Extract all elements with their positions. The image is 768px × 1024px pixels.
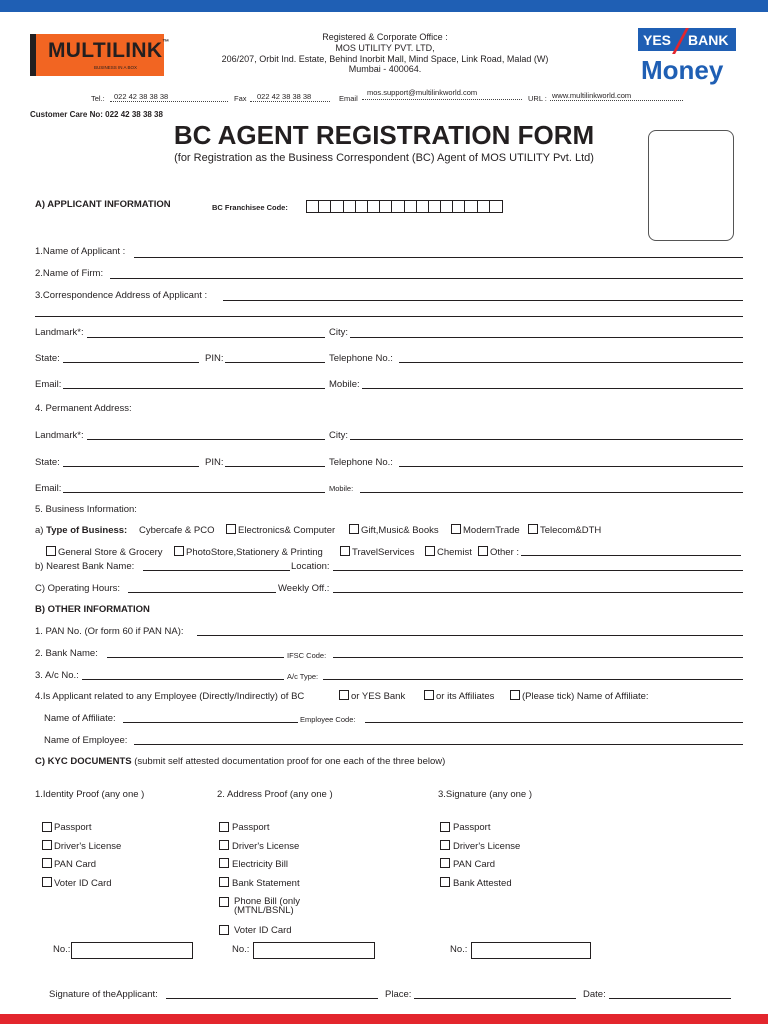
sig-driving-label: Driver's License bbox=[453, 841, 521, 852]
addr-bank-statement-label: Bank Statement bbox=[232, 878, 300, 889]
corr-landmark-field[interactable] bbox=[87, 337, 325, 338]
opt-other-label: Other : bbox=[490, 547, 520, 558]
ac-no-field[interactable] bbox=[82, 679, 284, 680]
telecom-checkbox[interactable] bbox=[528, 524, 538, 534]
form-subtitle: (for Registration as the Business Correspondent (BC) Agent of MOS UTILITY Pvt. Ltd) bbox=[174, 152, 594, 164]
perm-telephone-field[interactable] bbox=[399, 466, 743, 467]
pan-label: 1. PAN No. (Or form 60 if PAN NA): bbox=[35, 626, 184, 637]
yesbank-logo bbox=[638, 28, 736, 51]
ac-type-field[interactable] bbox=[323, 679, 743, 680]
id-voter-checkbox[interactable] bbox=[42, 877, 52, 887]
affiliate-name-field[interactable] bbox=[123, 722, 298, 723]
bank-name-field[interactable] bbox=[107, 657, 284, 658]
multilink-logo-name: MULTILINK™ bbox=[48, 39, 170, 62]
url-value: www.multilinkworld.com bbox=[552, 91, 632, 100]
office-city: Mumbai - 400064. bbox=[348, 64, 422, 74]
signature-field[interactable] bbox=[166, 998, 378, 999]
opt-yesbank-label: or YES Bank bbox=[351, 691, 406, 702]
business-info-label: 5. Business Information: bbox=[35, 504, 137, 515]
ac-no-label: 3. A/c No.: bbox=[35, 670, 79, 681]
corr-landmark-label: Landmark*: bbox=[35, 327, 84, 338]
employee-code-label: Employee Code: bbox=[300, 715, 356, 724]
applicant-name-field[interactable] bbox=[134, 257, 743, 258]
travel-checkbox[interactable] bbox=[340, 546, 350, 556]
address-no-input[interactable] bbox=[253, 942, 375, 959]
please-tick-label: (Please tick) Name of Affiliate: bbox=[522, 691, 649, 702]
related-affiliates-checkbox[interactable] bbox=[510, 690, 520, 700]
customer-care-number: Customer Care No: 022 42 38 38 38 bbox=[30, 110, 163, 119]
employee-name-label: Name of Employee: bbox=[44, 735, 128, 746]
money-logo-text: Money bbox=[641, 55, 724, 85]
photo-box[interactable] bbox=[648, 130, 734, 241]
perm-state-field[interactable] bbox=[63, 466, 199, 467]
tel-value: 022 42 38 38 38 bbox=[114, 92, 169, 101]
yesbank-logo-yes: YES bbox=[643, 32, 672, 48]
perm-mobile-field[interactable] bbox=[360, 492, 743, 493]
date-label: Date: bbox=[583, 989, 606, 1000]
perm-address-label: 4. Permanent Address: bbox=[35, 403, 132, 414]
email-value: mos.support@multilinkworld.com bbox=[367, 88, 478, 97]
perm-email-label: Email: bbox=[35, 483, 62, 494]
opt-telecom-label: Telecom&DTH bbox=[540, 525, 602, 536]
place-field[interactable] bbox=[414, 998, 576, 999]
fax-value: 022 42 38 38 38 bbox=[257, 92, 312, 101]
corr-state-label: State: bbox=[35, 353, 60, 364]
fax-dotted-line bbox=[250, 101, 330, 102]
office-address: 206/207, Orbit Ind. Estate, Behind Inorbit Mall, Mind Space, Link Road, Malad (W) bbox=[221, 54, 549, 64]
pan-field[interactable] bbox=[197, 635, 743, 636]
section-c-heading: C) KYC DOCUMENTS (submit self attested documentation proof for one each of the three below) bbox=[35, 756, 446, 767]
perm-state-label: State: bbox=[35, 457, 60, 468]
addr-phone-bill-label: Phone Bill (only bbox=[234, 896, 301, 907]
top-color-bar bbox=[0, 0, 768, 12]
perm-pin-field[interactable] bbox=[225, 466, 325, 467]
firm-name-label: 2.Name of Firm: bbox=[35, 268, 104, 279]
opt-gift-label: Gift,Music& Books bbox=[361, 525, 439, 536]
opt-general-store-label: General Store & Grocery bbox=[58, 547, 163, 558]
email-label: Email bbox=[339, 94, 358, 103]
corr-address-field[interactable] bbox=[223, 300, 743, 301]
opt-cybercafe-label: Cybercafe & PCO bbox=[139, 525, 215, 536]
identity-proof-title: 1.Identity Proof (any one ) bbox=[35, 789, 145, 800]
address-proof-title: 2. Address Proof (any one ) bbox=[217, 789, 333, 800]
opt-photostore-label: PhotoStore,Stationery & Printing bbox=[186, 547, 323, 558]
signature-no-input[interactable] bbox=[471, 942, 591, 959]
bank-name-label: 2. Bank Name: bbox=[35, 648, 98, 659]
location-label: Location: bbox=[291, 561, 330, 572]
weekly-off-field[interactable] bbox=[333, 592, 743, 593]
ifsc-field[interactable] bbox=[333, 657, 743, 658]
section-b-heading: B) OTHER INFORMATION bbox=[35, 604, 150, 615]
addr-electricity-checkbox[interactable] bbox=[219, 858, 229, 868]
addr-phone-bill-checkbox[interactable] bbox=[219, 897, 229, 907]
opt-moderntrade-label: ModernTrade bbox=[463, 525, 520, 536]
employee-name-field[interactable] bbox=[134, 744, 743, 745]
fax-label: Fax bbox=[234, 94, 247, 103]
type-of-business-label: a) Type of Business: bbox=[35, 525, 128, 536]
opt-chemist-label: Chemist bbox=[437, 547, 472, 558]
ac-type-label: A/c Type: bbox=[287, 672, 319, 681]
opt-travel-label: TravelServices bbox=[352, 547, 415, 558]
other-checkbox[interactable] bbox=[478, 546, 488, 556]
corr-telephone-field[interactable] bbox=[399, 362, 743, 363]
moderntrade-checkbox[interactable] bbox=[451, 524, 461, 534]
location-field[interactable] bbox=[333, 570, 743, 571]
affiliate-name-label: Name of Affiliate: bbox=[44, 713, 116, 724]
corr-mobile-field[interactable] bbox=[362, 388, 743, 389]
section-a-heading: A) APPLICANT INFORMATION bbox=[35, 199, 171, 210]
nearest-bank-field[interactable] bbox=[143, 570, 290, 571]
corr-email-label: Email: bbox=[35, 379, 62, 390]
corr-address-label: 3.Correspondence Address of Applicant : bbox=[35, 290, 208, 301]
corr-address-field-2[interactable] bbox=[35, 316, 743, 317]
related-yesbank-checkbox[interactable] bbox=[424, 690, 434, 700]
firm-name-field[interactable] bbox=[110, 278, 743, 279]
signature-no-label: No.: bbox=[450, 944, 468, 955]
chemist-checkbox[interactable] bbox=[425, 546, 435, 556]
addr-passport-checkbox[interactable] bbox=[219, 822, 229, 832]
corr-pin-label: PIN: bbox=[205, 353, 224, 364]
date-field[interactable] bbox=[609, 998, 731, 999]
perm-pin-label: PIN: bbox=[205, 457, 224, 468]
perm-email-field[interactable] bbox=[63, 492, 325, 493]
tel-dotted-line bbox=[110, 101, 228, 102]
url-dotted-line bbox=[550, 100, 683, 101]
corr-city-field[interactable] bbox=[350, 337, 743, 338]
id-passport-label: Passport bbox=[54, 822, 92, 833]
tel-label: Tel.: bbox=[91, 94, 105, 103]
id-driving-checkbox[interactable] bbox=[42, 840, 52, 850]
sig-passport-label: Passport bbox=[453, 822, 491, 833]
identity-no-label: No.: bbox=[53, 944, 71, 955]
addr-passport-label: Passport bbox=[232, 822, 270, 833]
addr-phone-bill-label-2: (MTNL/BSNL) bbox=[234, 905, 294, 916]
perm-city-label: City: bbox=[329, 430, 348, 441]
perm-city-field[interactable] bbox=[350, 439, 743, 440]
other-business-field[interactable] bbox=[521, 555, 741, 556]
gift-checkbox[interactable] bbox=[349, 524, 359, 534]
operating-hours-label: C) Operating Hours: bbox=[35, 583, 121, 594]
electronics-checkbox[interactable] bbox=[226, 524, 236, 534]
sig-bank-attested-label: Bank Attested bbox=[453, 878, 512, 889]
addr-driving-checkbox[interactable] bbox=[219, 840, 229, 850]
id-voter-label: Voter ID Card bbox=[54, 878, 112, 889]
sig-driving-checkbox[interactable] bbox=[440, 840, 450, 850]
identity-no-input[interactable] bbox=[71, 942, 193, 959]
yesbank-logo-bank: BANK bbox=[688, 32, 729, 48]
id-pan-label: PAN Card bbox=[54, 859, 97, 870]
corr-telephone-label: Telephone No.: bbox=[329, 353, 393, 364]
weekly-off-label: Weekly Off.: bbox=[278, 583, 330, 594]
email-dotted-line bbox=[362, 99, 522, 100]
multilink-logo bbox=[30, 34, 170, 76]
related-employee-label: 4.Is Applicant related to any Employee (Directly/Indirectly) of BC bbox=[35, 691, 305, 702]
corr-state-field[interactable] bbox=[63, 362, 199, 363]
perm-landmark-field[interactable] bbox=[87, 439, 325, 440]
nearest-bank-label: b) Nearest Bank Name: bbox=[35, 561, 135, 572]
multilink-logo-tagline: BUSINESS IN A BOX bbox=[94, 65, 138, 70]
sig-pan-checkbox[interactable] bbox=[440, 858, 450, 868]
id-driving-label: Driver's License bbox=[54, 841, 122, 852]
addr-voter-label: Voter ID Card bbox=[234, 925, 292, 936]
franchisee-code-label: BC Franchisee Code: bbox=[212, 203, 288, 212]
general-store-checkbox[interactable] bbox=[46, 546, 56, 556]
sig-pan-label: PAN Card bbox=[453, 859, 496, 870]
corr-email-field[interactable] bbox=[63, 388, 325, 389]
address-no-label: No.: bbox=[232, 944, 250, 955]
addr-voter-checkbox[interactable] bbox=[219, 925, 229, 935]
form-title: BC AGENT REGISTRATION FORM bbox=[173, 120, 595, 150]
addr-electricity-label: Electricity Bill bbox=[232, 859, 288, 870]
corr-mobile-label: Mobile: bbox=[329, 379, 360, 390]
photostore-checkbox[interactable] bbox=[174, 546, 184, 556]
perm-mobile-label: Mobile: bbox=[329, 484, 354, 493]
franchisee-code-input[interactable] bbox=[306, 200, 503, 213]
perm-landmark-label: Landmark*: bbox=[35, 430, 84, 441]
addr-driving-label: Driver's License bbox=[232, 841, 300, 852]
bottom-color-bar bbox=[0, 1014, 768, 1024]
id-pan-checkbox[interactable] bbox=[42, 858, 52, 868]
place-label: Place: bbox=[385, 989, 412, 1000]
perm-telephone-label: Telephone No.: bbox=[329, 457, 393, 468]
id-passport-checkbox[interactable] bbox=[42, 822, 52, 832]
yesbank-slash-mark bbox=[672, 28, 689, 54]
operating-hours-field[interactable] bbox=[128, 592, 276, 593]
signature-proof-title: 3.Signature (any one ) bbox=[438, 789, 533, 800]
sig-bank-attested-checkbox[interactable] bbox=[440, 877, 450, 887]
employee-code-field[interactable] bbox=[365, 722, 743, 723]
addr-bank-statement-checkbox[interactable] bbox=[219, 877, 229, 887]
opt-affiliates-label: or its Affiliates bbox=[436, 691, 495, 702]
ifsc-label: IFSC Code: bbox=[287, 651, 327, 660]
url-label: URL : bbox=[528, 94, 547, 103]
sig-passport-checkbox[interactable] bbox=[440, 822, 450, 832]
applicant-name-label: 1.Name of Applicant : bbox=[35, 246, 126, 257]
related-bc-checkbox[interactable] bbox=[339, 690, 349, 700]
corr-city-label: City: bbox=[329, 327, 348, 338]
corr-pin-field[interactable] bbox=[225, 362, 325, 363]
opt-electronics-label: Electronics& Computer bbox=[238, 525, 336, 536]
office-heading: Registered & Corporate Office : bbox=[322, 32, 448, 42]
signature-label: Signature of theApplicant: bbox=[49, 989, 158, 1000]
office-company: MOS UTILITY PVT. LTD, bbox=[335, 43, 435, 53]
